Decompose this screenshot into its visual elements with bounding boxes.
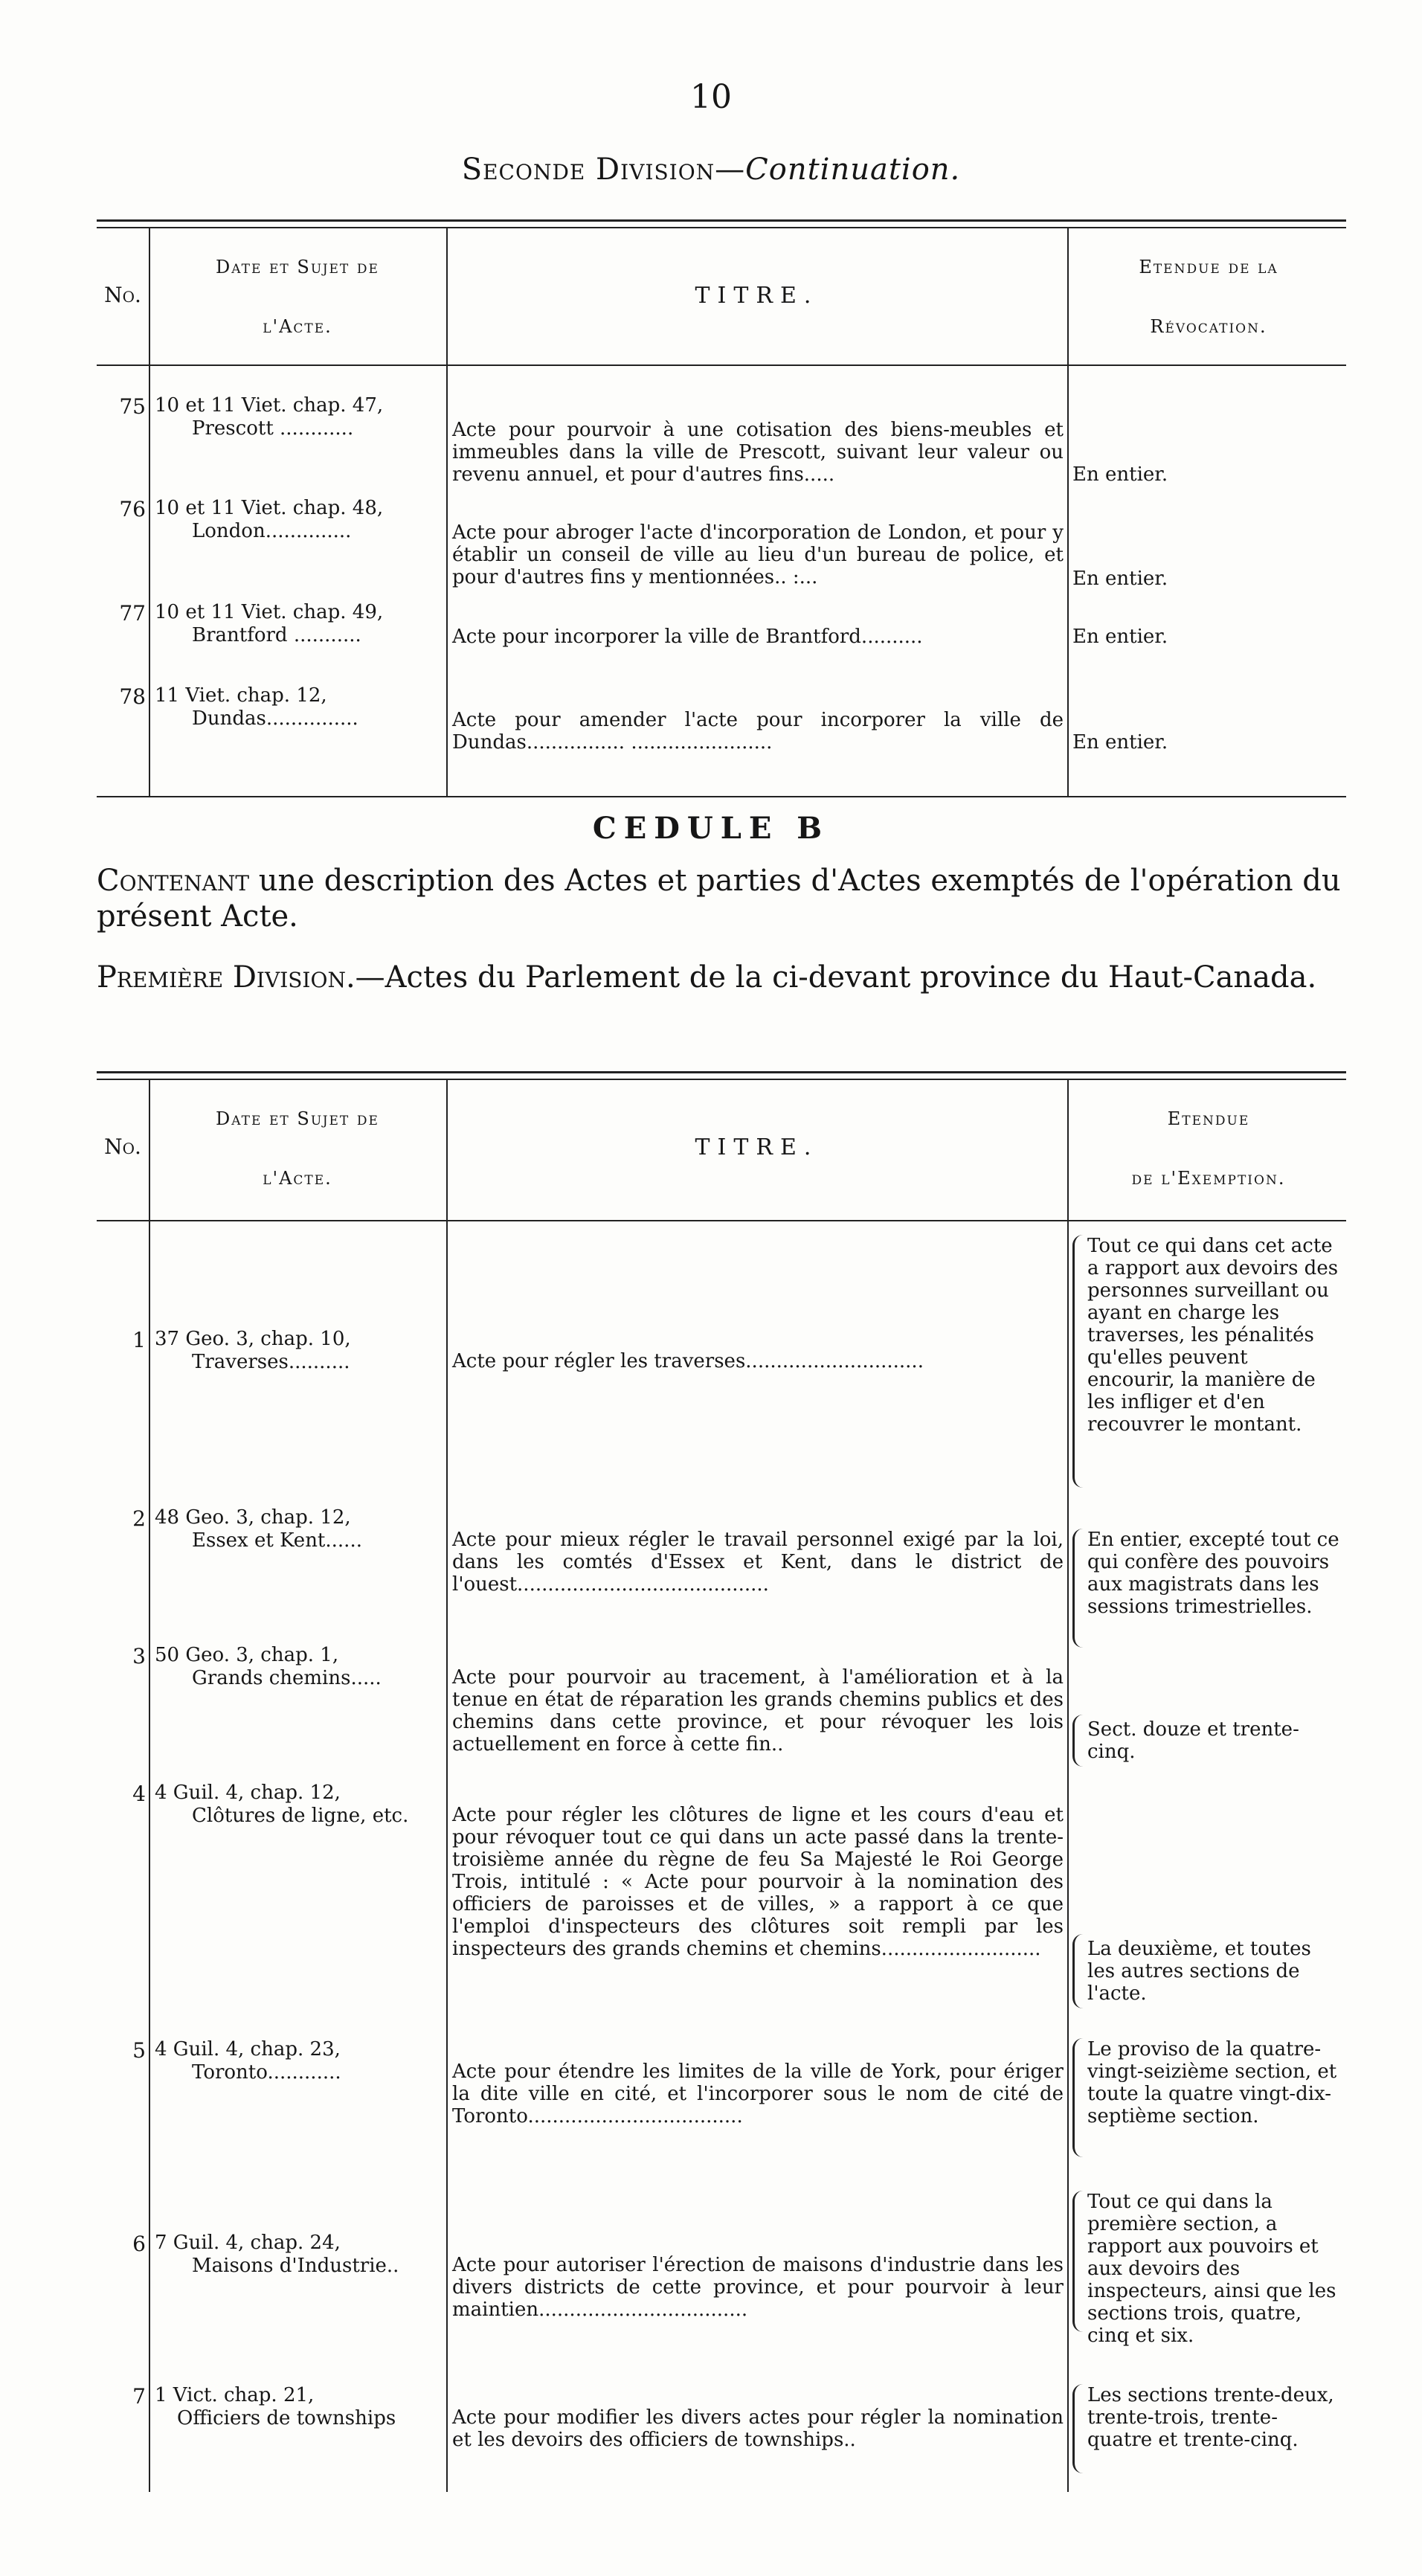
act-title: Acte pour pourvoir au tracement, à l'amélioration et à la tenue en état de réparation les grands chemins publics et des chemins dans cette province, et pour révoquer les lois actuellement en force à cette fin.. — [452, 1666, 1064, 1756]
exemption-extent: En entier, excepté tout ce qui confère des pouvoirs aux magistrats dans les sessions trimestrielles. — [1087, 1529, 1339, 1618]
act-title: Acte pour étendre les limites de la ville de York, pour ériger la dite ville en cité, et l'incorporer sous le nom de cité de Toronto................................... — [452, 2061, 1064, 2127]
rule — [97, 219, 1346, 222]
brace-icon — [1072, 2384, 1084, 2473]
header-date-line1: Date et Sujet de — [216, 1108, 379, 1129]
exemption-extent: Sect. douze et trente-cinq. — [1087, 1718, 1299, 1763]
act-date: 10 et 11 Viet. chap. 49, Brantford ........... — [155, 601, 384, 646]
exemption-extent: Tout ce qui dans cet acte a rapport aux devoirs des personnes surveillant ou ayant en charge les traverses, les pénalités qu'elles peuvent encourir, la manière de les infliger et d'en recouvrer le montant. — [1087, 1235, 1339, 1436]
rule — [97, 1079, 1346, 1080]
act-date: 4 Guil. 4, chap. 12, Clôtures de ligne, etc. — [155, 1782, 409, 1827]
brace-icon — [1072, 1934, 1084, 2008]
act-date: 10 et 11 Viet. chap. 48, London.............. — [155, 497, 384, 542]
section-heading-main: Seconde Division— — [461, 152, 746, 187]
premiere-division-paragraph: Première Division.—Actes du Parlement de la ci-devant province du Haut-Canada. — [97, 960, 1317, 995]
act-date: 50 Geo. 3, chap. 1, Grands chemins..... — [155, 1644, 382, 1689]
act-title: Acte pour régler les clôtures de ligne et les cours d'eau et pour révoquer tout ce qui dans un acte passé dans la trente-troisième année du règne de feu Sa Majesté le Roi George Trois, intitulé : « Acte pour pourvoir à la nomination des officiers de paroisses et de villes, » a rapport à ce que l'emploi d'inspecteurs des clôtures soit rempli par les inspecteurs des grands chemins et chemins.......................... — [452, 1804, 1064, 1960]
exemption-extent: La deuxième, et toutes les autres sections de l'acte. — [1087, 1938, 1311, 2005]
row-number: 2 — [132, 1506, 146, 1531]
brace-icon — [1072, 1529, 1084, 1648]
header-etendue-line1: Etendue de la — [1139, 257, 1278, 277]
section-heading-italic: Continuation. — [745, 152, 961, 187]
revocation-extent: En entier. — [1072, 626, 1168, 648]
brace-icon — [1072, 2191, 1084, 2332]
rule — [97, 364, 1346, 366]
row-number: 3 — [132, 1644, 146, 1668]
act-date: 10 et 11 Viet. chap. 47, Prescott ............ — [155, 394, 384, 440]
act-title: Acte pour régler les traverses............................. — [452, 1350, 924, 1372]
header-etendue-line1: Etendue — [1167, 1108, 1250, 1129]
header-titre: TITRE. — [695, 1134, 819, 1160]
section-heading — [0, 152, 1422, 187]
act-date: 11 Viet. chap. 12, Dundas............... — [155, 684, 358, 730]
row-number: 75 — [119, 394, 146, 419]
row-number: 77 — [119, 601, 146, 626]
row-number: 1 — [132, 1328, 146, 1352]
act-date: 48 Geo. 3, chap. 12, Essex et Kent...... — [155, 1506, 362, 1552]
header-etendue-line2: Révocation. — [1150, 316, 1267, 337]
revocation-extent: En entier. — [1072, 731, 1168, 754]
rule — [97, 1220, 1346, 1221]
rule — [97, 227, 1346, 228]
exemption-extent: Tout ce qui dans la première section, a rapport aux pouvoirs et aux devoirs des inspecteurs, ainsi que les sections trois, quatre, cinq et six. — [1087, 2191, 1336, 2347]
act-date: 1 Vict. chap. 21, Officiers de townships — [155, 2384, 396, 2429]
row-number: 78 — [119, 684, 146, 709]
row-number: 6 — [132, 2232, 146, 2256]
act-title: Acte pour autoriser l'érection de maisons d'industrie dans les divers districts de cette province, et pour pourvoir à leur maintien.................................. — [452, 2254, 1064, 2321]
row-number: 4 — [132, 1782, 146, 1806]
cedule-title: CEDULE B — [592, 811, 830, 846]
act-title: Acte pour abroger l'acte d'incorporation de London, et pour y établir un conseil de ville au lieu d'un bureau de police, et pour d'autres fins y mentionnées.. :... — [452, 521, 1064, 588]
header-date-line1: Date et Sujet de — [216, 257, 379, 277]
brace-icon — [1072, 1235, 1084, 1488]
column-divider — [446, 1079, 448, 2492]
act-title: Acte pour modifier les divers actes pour régler la nomination et les devoirs des officiers de townships.. — [452, 2406, 1064, 2451]
rule — [97, 1071, 1346, 1073]
act-title: Acte pour pourvoir à une cotisation des biens-meubles et immeubles dans la ville de Prescott, suivant leur valeur ou revenu annuel, et pour d'autres fins..... — [452, 419, 1064, 486]
act-date: 37 Geo. 3, chap. 10, Traverses.......... — [155, 1328, 351, 1373]
page-number: 10 — [690, 78, 732, 116]
column-divider — [149, 227, 150, 796]
act-date: 7 Guil. 4, chap. 24, Maisons d'Industrie.. — [155, 2232, 399, 2277]
column-divider — [1067, 1079, 1069, 2492]
row-number: 5 — [132, 2038, 146, 2063]
column-divider — [1067, 227, 1069, 796]
brace-icon — [1072, 2038, 1084, 2157]
header-no: No. — [104, 1134, 141, 1159]
exemption-extent: Les sections trente-deux, trente-trois, trente-quatre et trente-cinq. — [1087, 2384, 1334, 2451]
revocation-extent: En entier. — [1072, 463, 1168, 486]
exemption-extent: Le proviso de la quatre-vingt-seizième section, et toute la quatre vingt-dix-septième section. — [1087, 2038, 1337, 2127]
brace-icon — [1072, 1715, 1084, 1767]
header-date-line2: l'Acte. — [263, 1168, 332, 1189]
row-number: 7 — [132, 2384, 146, 2409]
column-divider — [149, 1079, 150, 2492]
header-date-line2: l'Acte. — [263, 316, 332, 337]
act-title: Acte pour mieux régler le travail personnel exigé par la loi, dans les comtés d'Essex et Kent, dans le district de l'ouest......................................... — [452, 1529, 1064, 1596]
header-no: No. — [104, 283, 141, 307]
act-title: Acte pour incorporer la ville de Brantford.......... — [452, 626, 923, 648]
row-number: 76 — [119, 497, 146, 521]
act-date: 4 Guil. 4, chap. 23, Toronto............ — [155, 2038, 341, 2084]
revocation-extent: En entier. — [1072, 568, 1168, 590]
column-divider — [446, 227, 448, 796]
rule — [97, 796, 1346, 797]
act-title: Acte pour amender l'acte pour incorporer la ville de Dundas................ ....................... — [452, 709, 1064, 754]
header-etendue-line2: de l'Exemption. — [1131, 1168, 1286, 1189]
header-titre: TITRE. — [695, 283, 819, 309]
contenant-paragraph: Contenant une description des Actes et parties d'Actes exemptés de l'opération du présent Acte. — [97, 864, 1341, 934]
